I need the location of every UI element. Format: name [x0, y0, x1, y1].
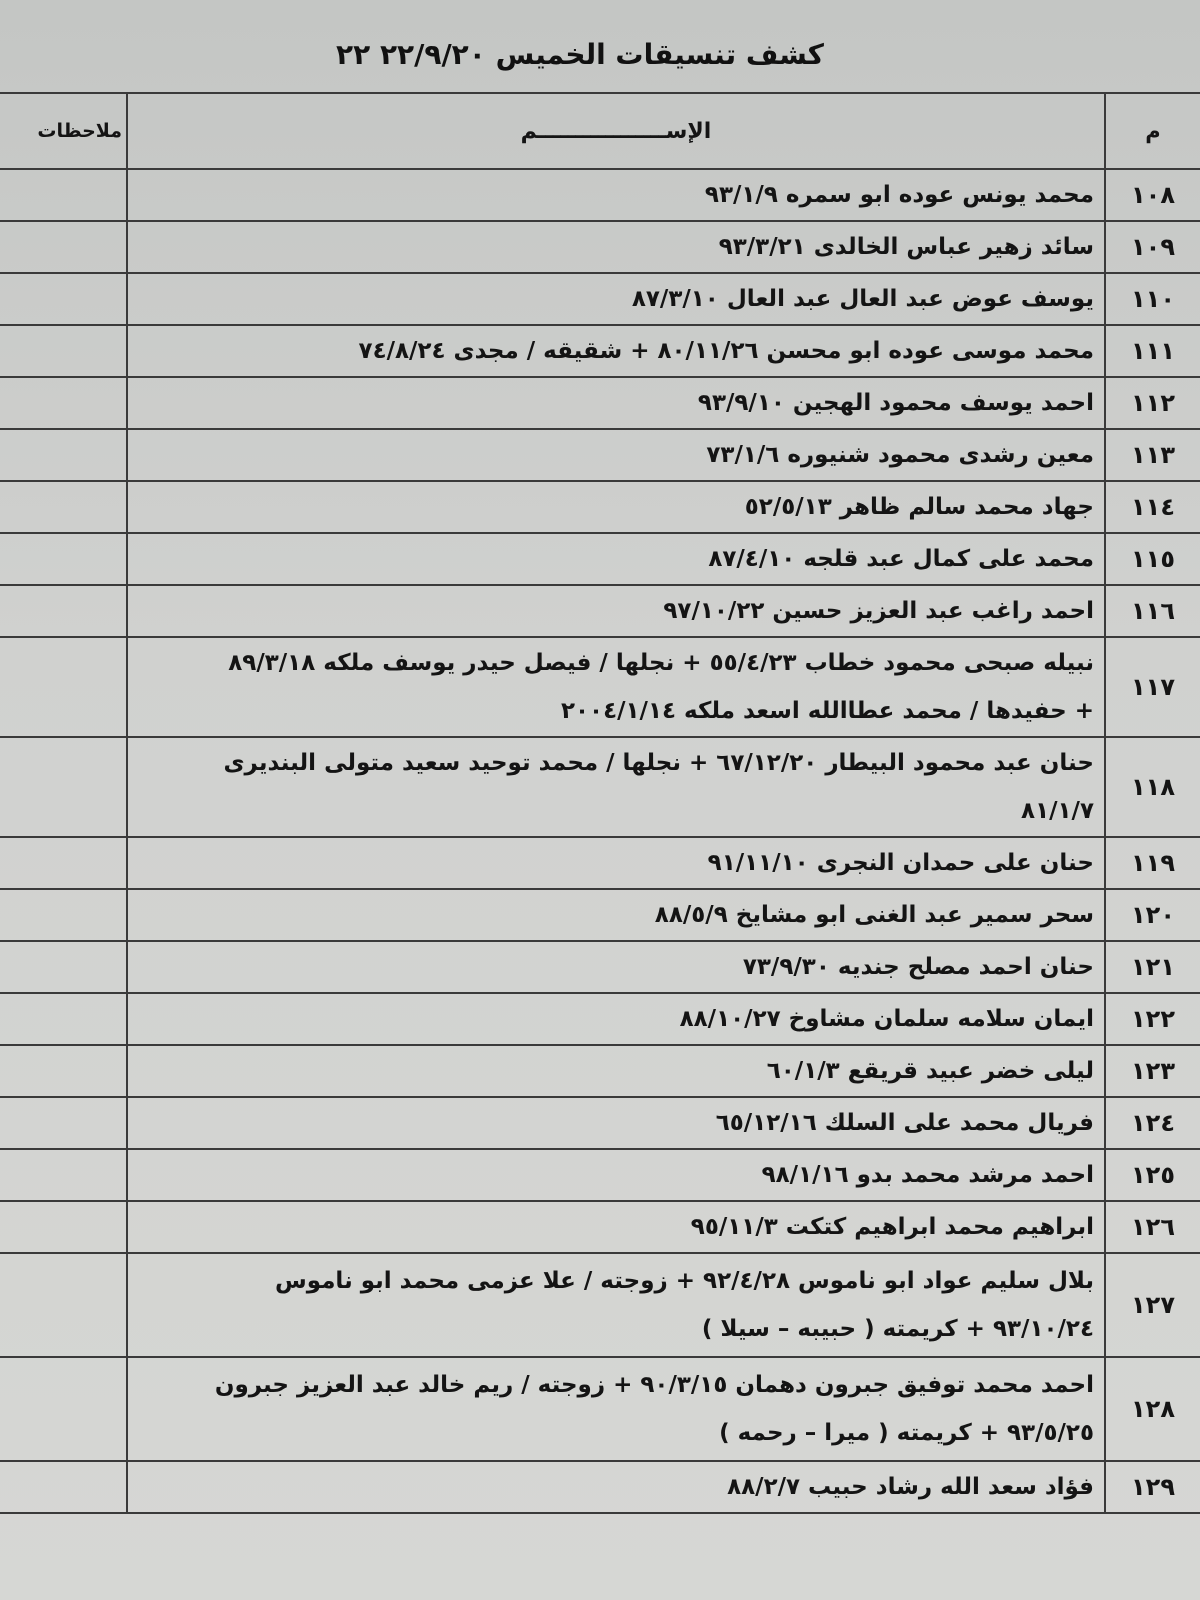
- row-notes-cell: [0, 1357, 127, 1461]
- row-number: ١٢٥: [1105, 1149, 1200, 1201]
- table-row: [0, 1045, 1200, 1097]
- row-number: ١٢٤: [1105, 1097, 1200, 1149]
- row-number: ١١٤: [1105, 481, 1200, 533]
- name-line: ٩٣/١٠/٢٤ + كريمته ( حبيبه – سيلا ): [701, 1316, 1094, 1342]
- row-name-cell: [127, 1149, 1105, 1201]
- table-row: [0, 429, 1200, 481]
- row-name-cell: [127, 169, 1105, 221]
- table-row: [0, 1253, 1200, 1357]
- row-notes-cell: [0, 1149, 127, 1201]
- name-line: احمد محمد توفيق جبرون دهمان ٩٠/٣/١٥ + زوجته / ريم خالد عبد العزيز جبرون: [214, 1372, 1094, 1398]
- name-line: ابراهيم محمد ابراهيم كتكت ٩٥/١١/٣: [690, 1214, 1094, 1240]
- row-number: ١١٧: [1105, 637, 1200, 737]
- row-name-cell: [127, 481, 1105, 533]
- row-name-cell: [127, 1045, 1105, 1097]
- name-line: جهاد محمد سالم ظاهر ٥٢/٥/١٣: [744, 494, 1094, 520]
- table-header-row: [0, 93, 1200, 169]
- name-line: فريال محمد على السلك ٦٥/١٢/١٦: [715, 1110, 1094, 1136]
- row-number: ١٢٩: [1105, 1461, 1200, 1513]
- row-name-cell: [127, 993, 1105, 1045]
- row-number: ١٢٧: [1105, 1253, 1200, 1357]
- name-line: احمد يوسف محمود الهجين ٩٣/٩/١٠: [697, 390, 1094, 416]
- name-line: حنان احمد مصلح جنديه ٧٣/٩/٣٠: [742, 954, 1094, 980]
- table-row: [0, 325, 1200, 377]
- name-line: فؤاد سعد الله رشاد حبيب ٨٨/٢/٧: [727, 1474, 1094, 1500]
- row-name-cell: [127, 585, 1105, 637]
- row-number: ١١٣: [1105, 429, 1200, 481]
- table-row: [0, 221, 1200, 273]
- table-row: [0, 585, 1200, 637]
- row-name-cell: [127, 889, 1105, 941]
- row-name-cell: [127, 1097, 1105, 1149]
- header-notes: ملاحظات: [0, 93, 127, 169]
- table-row: [0, 273, 1200, 325]
- row-notes-cell: [0, 1097, 127, 1149]
- row-notes-cell: [0, 837, 127, 889]
- name-line: + حفيدها / محمد عطاالله اسعد ملكه ٢٠٠٤/١/١٤: [560, 698, 1094, 724]
- row-name-cell: [127, 1253, 1105, 1357]
- row-notes-cell: [0, 737, 127, 837]
- page-title: كشف تنسيقات الخميس ٢٢/٩/٢٠ ٢٢: [336, 38, 824, 71]
- table-row: [0, 737, 1200, 837]
- row-number: ١١٨: [1105, 737, 1200, 837]
- name-line: معين رشدى محمود شنيوره ٧٣/١/٦: [706, 442, 1094, 468]
- row-notes-cell: [0, 325, 127, 377]
- row-name-cell: [127, 1201, 1105, 1253]
- name-line: حنان عبد محمود البيطار ٦٧/١٢/٢٠ + نجلها / محمد توحيد سعيد متولى البنديرى: [223, 750, 1094, 776]
- name-line: محمد موسى عوده ابو محسن ٨٠/١١/٢٦ + شقيقه / مجدى ٧٤/٨/٢٤: [358, 338, 1094, 364]
- row-number: ١٠٩: [1105, 221, 1200, 273]
- table-row: [0, 533, 1200, 585]
- table-row: [0, 1149, 1200, 1201]
- row-name-cell: [127, 737, 1105, 837]
- row-notes-cell: [0, 1201, 127, 1253]
- row-number: ١٢٠: [1105, 889, 1200, 941]
- table-row: [0, 637, 1200, 737]
- name-line: ايمان سلامه سلمان مشاوخ ٨٨/١٠/٢٧: [679, 1006, 1094, 1032]
- table-row: [0, 1357, 1200, 1461]
- name-line: سحر سمير عبد الغنى ابو مشايخ ٨٨/٥/٩: [654, 902, 1094, 928]
- row-number: ١٢٣: [1105, 1045, 1200, 1097]
- row-name-cell: [127, 1461, 1105, 1513]
- table-row: [0, 1097, 1200, 1149]
- header-name: الإســـــــــــــــــم: [127, 93, 1105, 169]
- row-notes-cell: [0, 273, 127, 325]
- table-row: [0, 1461, 1200, 1513]
- name-line: حنان على حمدان النجرى ٩١/١١/١٠: [707, 850, 1094, 876]
- row-notes-cell: [0, 429, 127, 481]
- row-notes-cell: [0, 993, 127, 1045]
- name-line: سائد زهير عباس الخالدى ٩٣/٣/٢١: [718, 234, 1094, 260]
- row-name-cell: [127, 273, 1105, 325]
- row-name-cell: [127, 837, 1105, 889]
- row-notes-cell: [0, 377, 127, 429]
- row-name-cell: [127, 637, 1105, 737]
- table-row: [0, 481, 1200, 533]
- row-notes-cell: [0, 481, 127, 533]
- row-notes-cell: [0, 889, 127, 941]
- table-row: [0, 837, 1200, 889]
- row-number: ١١١: [1105, 325, 1200, 377]
- row-notes-cell: [0, 221, 127, 273]
- row-number: ١٢٨: [1105, 1357, 1200, 1461]
- row-name-cell: [127, 941, 1105, 993]
- table-row: [0, 377, 1200, 429]
- table-row: [0, 889, 1200, 941]
- row-number: ١١٩: [1105, 837, 1200, 889]
- row-name-cell: [127, 1357, 1105, 1461]
- row-number: ١١٠: [1105, 273, 1200, 325]
- row-notes-cell: [0, 585, 127, 637]
- name-line: نبيله صبحى محمود خطاب ٥٥/٤/٢٣ + نجلها / فيصل حيدر يوسف ملكه ٨٩/٣/١٨: [228, 650, 1094, 676]
- row-number: ١٢١: [1105, 941, 1200, 993]
- row-number: ١٢٢: [1105, 993, 1200, 1045]
- names-table: [0, 92, 1200, 1514]
- row-name-cell: [127, 325, 1105, 377]
- name-line: بلال سليم عواد ابو ناموس ٩٢/٤/٢٨ + زوجته / علا عزمى محمد ابو ناموس: [275, 1268, 1094, 1294]
- row-notes-cell: [0, 169, 127, 221]
- table-row: [0, 941, 1200, 993]
- row-notes-cell: [0, 1461, 127, 1513]
- row-number: ١١٥: [1105, 533, 1200, 585]
- name-line: ٩٣/٥/٢٥ + كريمته ( ميرا – رحمه ): [719, 1420, 1094, 1446]
- name-line: محمد يونس عوده ابو سمره ٩٣/١/٩: [704, 182, 1094, 208]
- row-notes-cell: [0, 637, 127, 737]
- row-number: ١٠٨: [1105, 169, 1200, 221]
- table-row: [0, 1201, 1200, 1253]
- row-notes-cell: [0, 1045, 127, 1097]
- table-row: [0, 169, 1200, 221]
- row-notes-cell: [0, 533, 127, 585]
- table-row: [0, 993, 1200, 1045]
- header-number: م: [1105, 93, 1200, 169]
- row-notes-cell: [0, 1253, 127, 1357]
- name-line: يوسف عوض عبد العال عبد العال ٨٧/٣/١٠: [631, 286, 1094, 312]
- row-name-cell: [127, 429, 1105, 481]
- row-number: ١٢٦: [1105, 1201, 1200, 1253]
- row-notes-cell: [0, 941, 127, 993]
- row-name-cell: [127, 377, 1105, 429]
- row-number: ١١٦: [1105, 585, 1200, 637]
- name-line: ٨١/١/٧: [1021, 798, 1094, 824]
- row-number: ١١٢: [1105, 377, 1200, 429]
- name-line: احمد راغب عبد العزيز حسين ٩٧/١٠/٢٢: [663, 598, 1094, 624]
- name-line: ليلى خضر عبيد قريقع ٦٠/١/٣: [766, 1058, 1094, 1084]
- name-line: احمد مرشد محمد بدو ٩٨/١/١٦: [761, 1162, 1094, 1188]
- row-name-cell: [127, 533, 1105, 585]
- table-body: [0, 169, 1200, 1513]
- row-name-cell: [127, 221, 1105, 273]
- name-line: محمد على كمال عبد قلجه ٨٧/٤/١٠: [708, 546, 1094, 572]
